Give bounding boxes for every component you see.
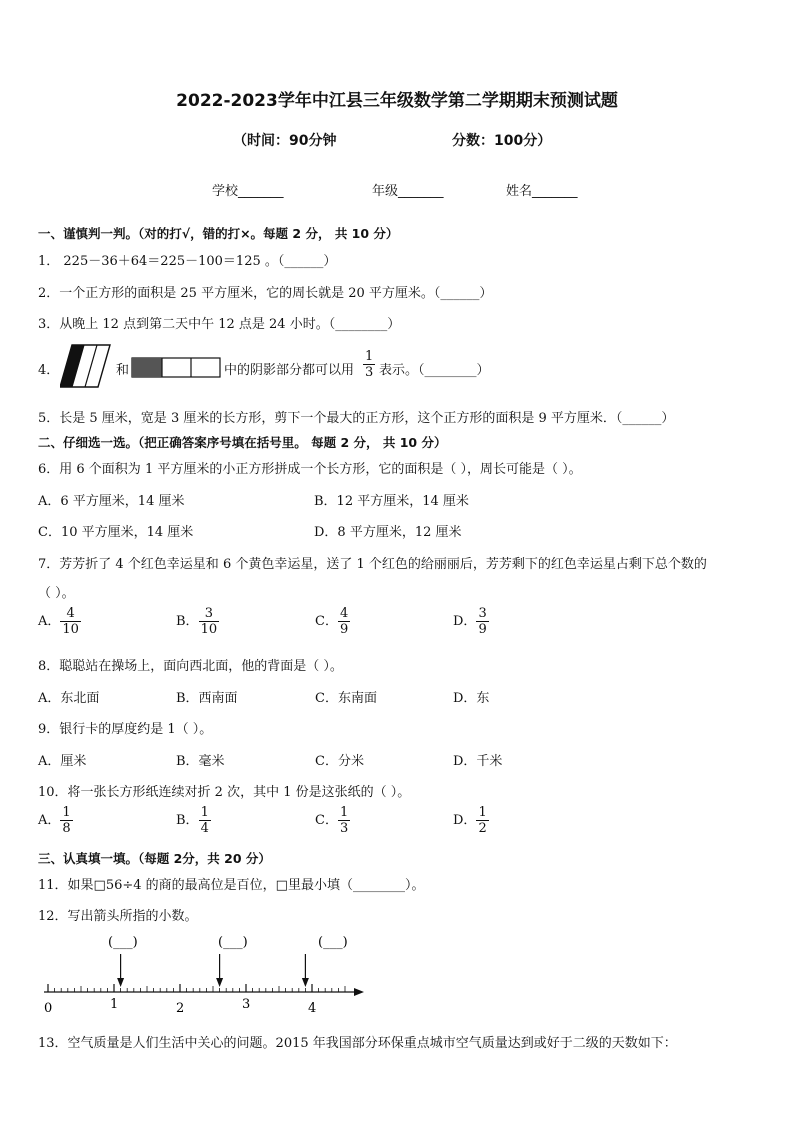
question-9: 9．银行卡的厚度约是 1（ ）。 [38,722,213,737]
question-8: 8．聪聪站在操场上，面向西北面，他的背面是（ ）。 [38,659,343,674]
question-4-text-b: 表示。（________） [379,363,490,378]
question-6: 6．用 6 个面积为 1 平方厘米的小正方形拼成一个长方形，它的面积是（ ），周长可能是（ ）。 [38,462,582,477]
q8-option-b[interactable]: B．西南面 [176,691,238,706]
q8-option-c[interactable]: C．东南面 [315,691,377,706]
q9-option-c[interactable]: C．分米 [315,754,364,769]
question-4-text-a: 中的阴影部分都可以用 [224,363,355,378]
question-12: 12．写出箭头所指的小数。 [38,909,198,924]
question-7: 7．芳芳折了 4 个红色幸运星和 6 个黄色幸运星，送了 1 个红色的给丽丽后，芳芳剩下的红色幸运星占剩下总个数的 [38,557,707,572]
pointer-arrowhead-2 [216,978,223,987]
question-10: 10．将一张长方形纸连续对折 2 次，其中 1 份是这张纸的（ ）。 [38,785,411,800]
q6-option-d[interactable]: D．8 平方厘米，12 厘米 [314,525,462,540]
q7-option-b[interactable]: B． $\frac{3}{10}$ [176,606,218,637]
grade-field[interactable]: 年级_______ [372,184,444,199]
tick-label-4: 4 [308,1001,317,1016]
section-1-heading: 一、谨慎判一判。（对的打√，错的打×。每题 2 分， 共 10 分） [38,226,399,241]
tick-label-2: 2 [176,1001,185,1016]
question-5: 5．长是 5 厘米，宽是 3 厘米的长方形，剪下一个最大的正方形，这个正方形的面积是 9 平方厘米．（______） [38,411,675,426]
tick-label-1: 1 [110,997,119,1012]
number-line [36,930,376,1020]
exam-score: 分数：100分） [452,133,552,149]
shaded-part [132,358,162,377]
q9-option-b[interactable]: B．毫米 [176,754,225,769]
arrow-blank-3: (___) [318,935,348,950]
q8-option-a[interactable]: A．东北面 [38,691,100,706]
question-1: 1． 225－36＋64＝225－100＝125 。（______） [38,254,337,269]
q6-option-a[interactable]: A．6 平方厘米，14 厘米 [38,494,185,509]
arrow-blank-1: (___) [108,935,138,950]
tick-label-3: 3 [242,997,251,1012]
q4-parallelogram-figure [60,343,112,389]
q7-option-a[interactable]: A． $\frac{4}{10}$ [38,606,79,637]
arrow-blank-2: (___) [218,935,248,950]
exam-time: （时间：90分钟 [233,133,337,149]
q10-option-b[interactable]: B． $\frac{1}{4}$ [176,805,209,836]
pointer-arrowhead-1 [117,978,124,987]
page-title: 2022-2023学年中江县三年级数学第二学期期末预测试题 [176,91,618,111]
question-4-number: 4． [38,363,60,378]
q6-option-b[interactable]: B．12 平方厘米，14 厘米 [314,494,469,509]
q4-rectangle-figure [131,357,223,379]
q7-option-c[interactable]: C． $\frac{4}{9}$ [315,606,349,637]
question-11: 11．如果□56÷4 的商的最高位是百位，□里最小填（________）。 [38,878,425,893]
name-field[interactable]: 姓名_______ [506,184,578,199]
section-2-heading: 二、仔细选一选。（把正确答案序号填在括号里。 每题 2 分， 共 10 分） [38,435,447,450]
question-7-paren: （ ）。 [38,586,75,601]
q6-option-c[interactable]: C．10 平方厘米，14 厘米 [38,525,194,540]
q9-option-a[interactable]: A．厘米 [38,754,87,769]
section-3-heading: 三、认真填一填。（每题 2分，共 20 分） [38,851,271,866]
q10-option-a[interactable]: A． $\frac{1}{8}$ [38,805,71,836]
question-2: 2．一个正方形的面积是 25 平方厘米，它的周长就是 20 平方厘米。（______） [38,286,493,301]
school-field[interactable]: 学校_______ [212,184,284,199]
axis-arrowhead [354,988,364,996]
q10-option-d[interactable]: D． $\frac{1}{2}$ [453,805,487,836]
question-3: 3．从晚上 12 点到第二天中午 12 点是 24 小时。（________） [38,317,401,332]
tick-label-0: 0 [44,1001,53,1016]
q10-option-c[interactable]: C． $\frac{1}{3}$ [315,805,349,836]
q8-option-d[interactable]: D．东 [453,691,490,706]
q7-option-d[interactable]: D． $\frac{3}{9}$ [453,606,487,637]
question-4-fraction: $\frac{1}{3}$ [365,349,374,380]
q9-option-d[interactable]: D．千米 [453,754,503,769]
pointer-arrowhead-3 [302,978,309,987]
question-4-and: 和 [116,363,130,378]
question-13: 13．空气质量是人们生活中关心的问题。2015 年我国部分环保重点城市空气质量达到或好于二级的天数如下： [38,1036,677,1051]
